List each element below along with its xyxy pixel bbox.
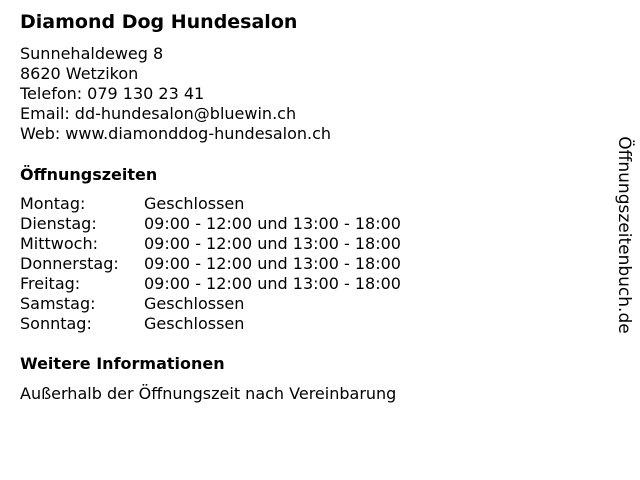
watermark-text: Öffnungszeitenbuch.de [614,136,634,334]
day-label: Samstag: [20,294,96,313]
contact-block [20,44,331,144]
opening-hours-heading: Öffnungszeiten [20,165,158,184]
business-name: Diamond Dog Hundesalon [20,11,298,33]
email-line [20,104,331,124]
hours-row [20,254,401,274]
day-hours: Geschlossen [144,294,245,313]
day-label: Donnerstag: [20,254,119,273]
web-label: Web: [20,124,61,143]
day-hours: Geschlossen [144,194,245,213]
more-info-text: Außerhalb der Öffnungszeit nach Vereinbarung [20,384,397,403]
day-label: Sonntag: [20,314,92,333]
watermark [612,135,636,335]
hours-row [20,234,401,254]
opening-hours-table [20,194,401,334]
email-address[interactable]: dd-hundesalon@bluewin.ch [74,104,297,123]
hours-row [20,194,401,214]
day-hours: 09:00 - 12:00 und 13:00 - 18:00 [144,234,401,253]
email-label: Email: [20,104,70,123]
city: 8620 Wetzikon [20,64,139,83]
hours-row [20,274,401,294]
day-label: Montag: [20,194,86,213]
day-label: Dienstag: [20,214,97,233]
day-label: Mittwoch: [20,234,98,253]
hours-row [20,314,401,334]
phone-label: Telefon: [20,84,83,103]
website-link[interactable]: www.diamonddog-hundesalon.ch [65,124,332,143]
web-line [20,124,331,144]
day-hours: 09:00 - 12:00 und 13:00 - 18:00 [144,274,401,293]
day-hours: 09:00 - 12:00 und 13:00 - 18:00 [144,214,401,233]
phone-number[interactable]: 079 130 23 41 [87,84,205,103]
phone-line [20,84,331,104]
hours-row [20,294,401,314]
hours-row [20,214,401,234]
street-address: Sunnehaldeweg 8 [20,44,164,63]
more-info-heading: Weitere Informationen [20,354,225,373]
day-hours: Geschlossen [144,314,245,333]
day-label: Freitag: [20,274,81,293]
day-hours: 09:00 - 12:00 und 13:00 - 18:00 [144,254,401,273]
